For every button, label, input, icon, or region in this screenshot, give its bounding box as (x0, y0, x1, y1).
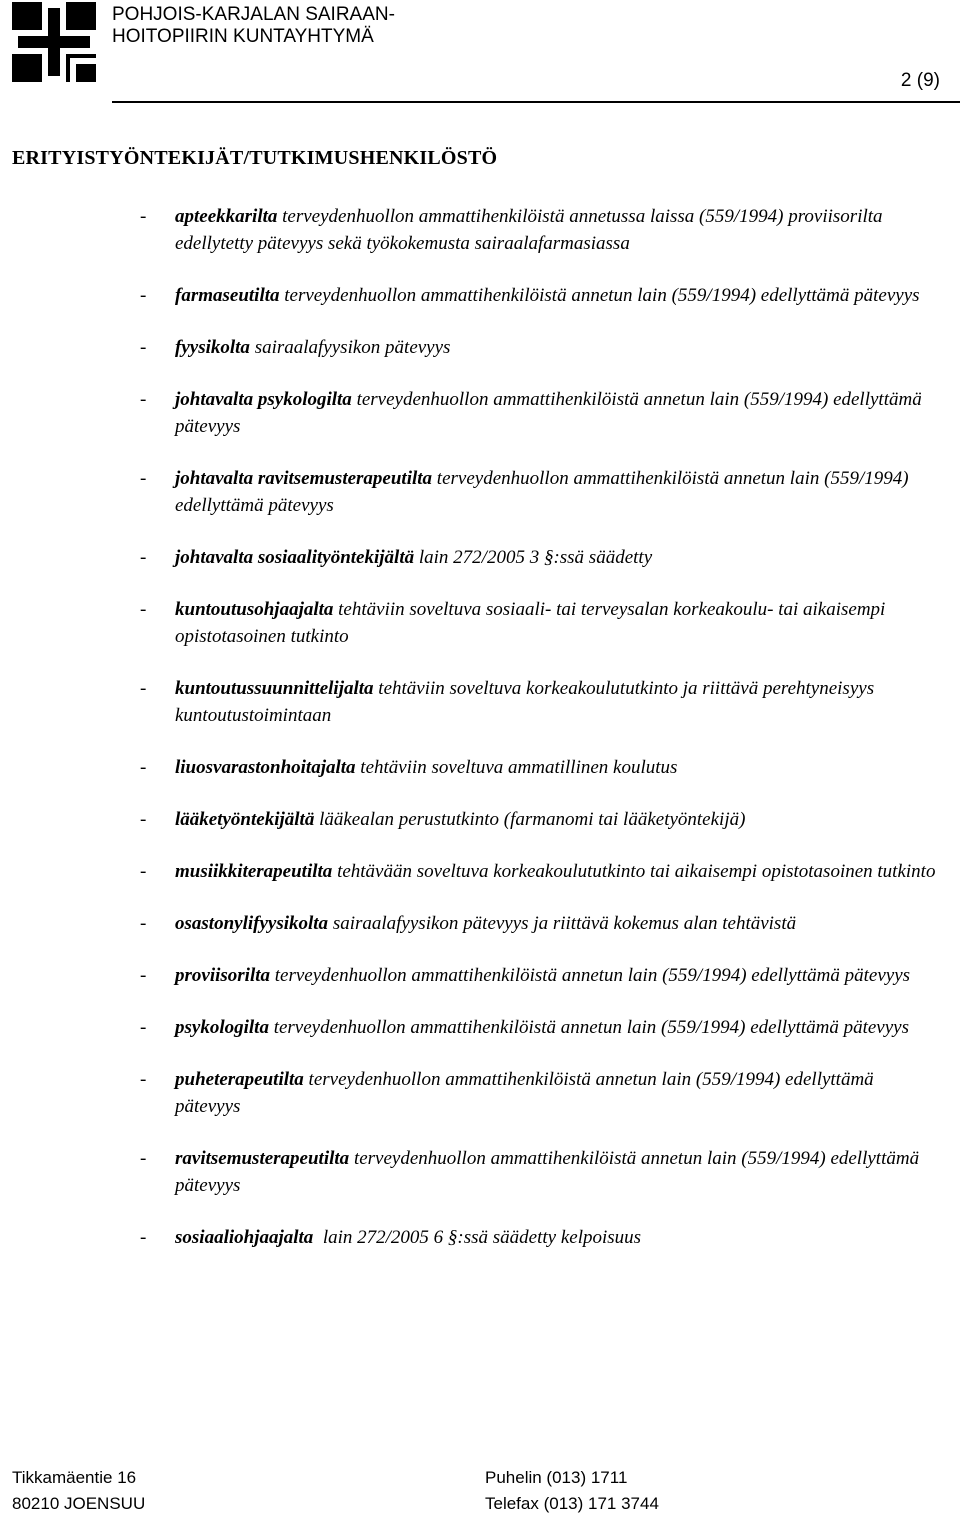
list-dash: - (140, 547, 147, 568)
item-term: johtavalta sosiaalityöntekijältä (175, 547, 415, 568)
item-term: apteekkarilta (175, 206, 278, 227)
footer-city: 80210 JOENSUU (12, 1494, 146, 1513)
list-item (138, 754, 938, 781)
item-term: lääketyöntekijältä (175, 809, 315, 830)
list-item (138, 910, 938, 937)
section-title: ERITYISTYÖNTEKIJÄT/TUTKIMUSHENKILÖSTÖ (12, 147, 498, 169)
list-item (138, 1014, 938, 1041)
list-dash: - (140, 678, 147, 699)
item-description: terveydenhuollon ammattihenkilöistä annetun lain (559/1994) edellyttämä pätevyys (270, 965, 911, 986)
list-item (138, 282, 938, 309)
item-description: lääkealan perustutkinto (farmanomi tai lääketyöntekijä) (314, 809, 746, 830)
item-term: psykologilta (175, 1017, 269, 1038)
header-divider (112, 101, 960, 103)
list-item (138, 1066, 938, 1120)
item-term: sosiaaliohjaajalta (175, 1227, 314, 1248)
item-term: osastonylifyysikolta (175, 913, 329, 934)
list-dash: - (140, 809, 147, 830)
item-description: tehtäviin soveltuva sosiaali- tai terveysalan korkeakoulu- tai aikaisempi opistotasoinen tutkinto (175, 599, 891, 647)
item-description: terveydenhuollon ammattihenkilöistä annetun lain (559/1994) edellyttämä pätevyys (175, 389, 927, 437)
qualification-list (138, 203, 938, 1251)
organization-name-line-2: HOITOPIIRIN KUNTAYHTYMÄ (112, 26, 374, 47)
footer-address (12, 1465, 145, 1517)
item-description: terveydenhuollon ammattihenkilöistä annetun lain (559/1994) edellyttämä pätevyys (175, 1069, 879, 1117)
footer-fax: Telefax (013) 171 3744 (485, 1494, 659, 1513)
item-description: sairaalafyysikon pätevyys (249, 337, 451, 358)
item-description: terveydenhuollon ammattihenkilöistä annetun lain (559/1994) edellyttämä pätevyys (175, 468, 914, 516)
item-description: tehtävään soveltuva korkeakoulututkinto tai aikaisempi opistotasoinen tutkinto (332, 861, 936, 882)
item-term: ravitsemusterapeutilta (175, 1148, 350, 1169)
list-dash: - (140, 1227, 147, 1248)
list-item (138, 203, 938, 257)
list-dash: - (140, 1148, 147, 1169)
page-number: 2 (9) (900, 70, 940, 91)
item-description: terveydenhuollon ammattihenkilöistä annetun lain (559/1994) edellyttämä pätevyys (279, 285, 920, 306)
item-description: terveydenhuollon ammattihenkilöistä annetun lain (559/1994) edellyttämä pätevyys (268, 1017, 909, 1038)
list-item (138, 962, 938, 989)
footer-street: Tikkamäentie 16 (12, 1468, 137, 1487)
organization-logo (12, 2, 96, 82)
list-dash: - (140, 337, 147, 358)
list-item (138, 806, 938, 833)
list-dash: - (140, 285, 147, 306)
organization-name (112, 4, 395, 48)
list-item (138, 544, 938, 571)
list-dash: - (140, 468, 147, 489)
item-description: terveydenhuollon ammattihenkilöistä annetussa laissa (559/1994) proviisorilta edellytetty pätevyys sekä työkokemusta sairaalafarmasiassa (175, 206, 888, 254)
organization-name-line-1: POHJOIS-KARJALAN SAIRAAN- (112, 4, 395, 25)
item-term: liuosvarastonhoitajalta (175, 757, 356, 778)
footer-phone: Puhelin (013) 1711 (485, 1468, 628, 1487)
list-dash: - (140, 965, 147, 986)
list-dash: - (140, 389, 147, 410)
list-item (138, 596, 938, 650)
item-term: musiikkiterapeutilta (175, 861, 333, 882)
item-term: puheterapeutilta (175, 1069, 304, 1090)
list-item (138, 858, 938, 885)
item-term: fyysikolta (175, 337, 250, 358)
list-dash: - (140, 757, 147, 778)
list-dash: - (140, 1069, 147, 1090)
list-item (138, 386, 938, 440)
list-item (138, 334, 938, 361)
list-item (138, 1145, 938, 1199)
item-term: johtavalta psykologilta (175, 389, 352, 410)
item-description: sairaalafyysikon pätevyys ja riittävä kokemus alan tehtävistä (328, 913, 797, 934)
list-dash: - (140, 1017, 147, 1038)
item-term: proviisorilta (175, 965, 271, 986)
item-description: lain 272/2005 3 §:ssä säädetty (414, 547, 653, 568)
item-description: tehtäviin soveltuva ammatillinen koulutus (355, 757, 678, 778)
list-item (138, 675, 938, 729)
list-item (138, 465, 938, 519)
item-description: lain 272/2005 6 §:ssä säädetty kelpoisuus (313, 1227, 642, 1248)
list-dash: - (140, 861, 147, 882)
list-dash: - (140, 913, 147, 934)
item-term: farmaseutilta (175, 285, 280, 306)
item-term: johtavalta ravitsemusterapeutilta (175, 468, 433, 489)
item-term: kuntoutusohjaajalta (175, 599, 334, 620)
list-dash: - (140, 206, 147, 227)
footer-contact (485, 1465, 659, 1517)
list-item (138, 1224, 938, 1251)
item-term: kuntoutussuunnittelijalta (175, 678, 374, 699)
list-dash: - (140, 599, 147, 620)
item-description: terveydenhuollon ammattihenkilöistä annetun lain (559/1994) edellyttämä pätevyys (175, 1148, 924, 1196)
item-description: tehtäviin soveltuva korkeakoulututkinto ja riittävä perehtyneisyys kuntoutustoimintaan (175, 678, 879, 726)
